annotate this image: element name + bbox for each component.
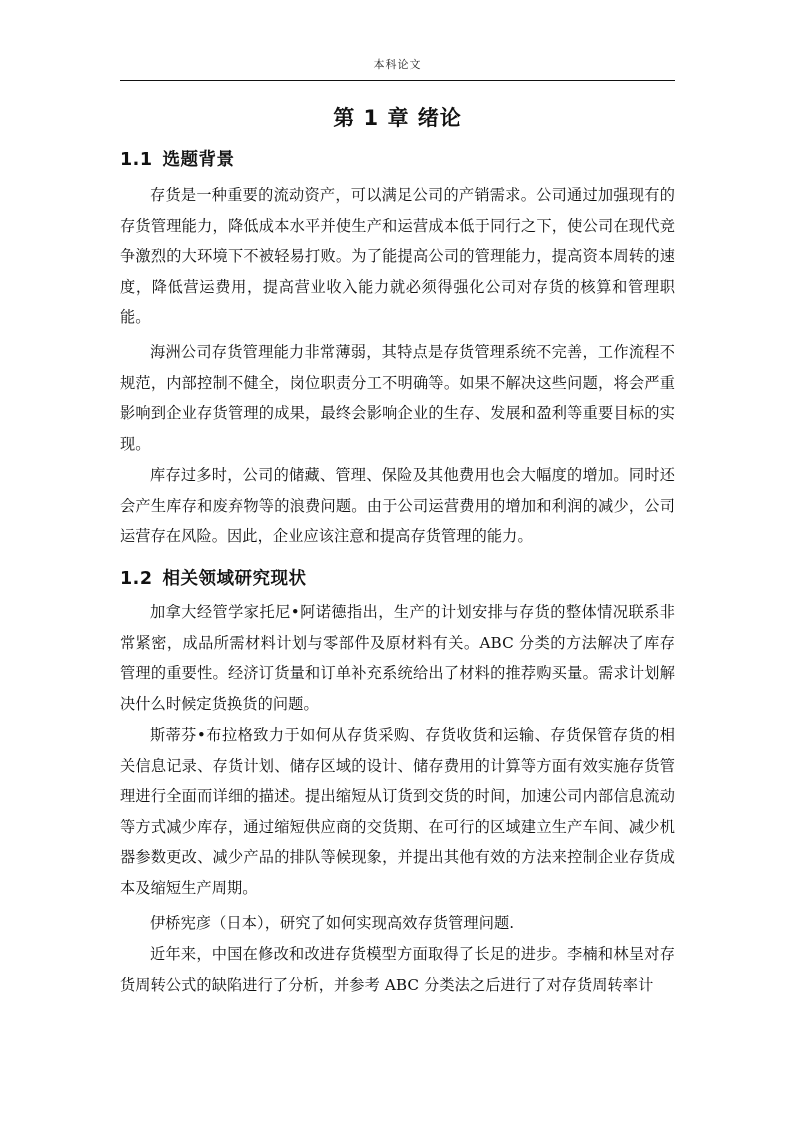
section-number: 1.2 <box>120 569 153 589</box>
paragraph: 加拿大经管学家托尼•阿诺德指出，生产的计划安排与存货的整体情况联系非常紧密，成品所需材料计划与零部件及原材料有关。ABC 分类的方法解决了库存管理的重要性。经济订货量和订单补充系统给出了材料的推荐购买量。需求计划解决什么时候定货换货的问题。 <box>120 603 675 713</box>
section-heading-1-1 <box>120 146 235 171</box>
paragraph: 海洲公司存货管理能力非常薄弱，其特点是存货管理系统不完善，工作流程不规范，内部控制不健全，岗位职责分工不明确等。如果不解决这些问题，将会严重影响到企业存货管理的成果，最终会影响企业的生存、发展和盈利等重要目标的实现。 <box>120 343 675 453</box>
section-title: 选题背景 <box>162 150 235 170</box>
section-number: 1.1 <box>120 150 153 170</box>
chapter-title: 第 1 章 绪论 <box>333 106 462 130</box>
paragraph: 斯蒂芬•布拉格致力于如何从存货采购、存货收货和运输、存货保管存货的相关信息记录、存货计划、储存区域的设计、储存费用的计算等方面有效实施存货管理进行全面而详细的描述。提出缩短从订货到交货的时间，加速公司内部信息流动等方式减少库存，通过缩短供应商的交货期、在可行的区域建立生产车间、减少机器参数更改、减少产品的排队等候现象，并提出其他有效的方法来控制企业存货成本及缩短生产周期。 <box>120 726 675 897</box>
section-title: 相关领域研究现状 <box>162 569 307 589</box>
running-header: 本科论文 <box>373 58 422 71</box>
paragraph: 库存过多时，公司的储藏、管理、保险及其他费用也会大幅度的增加。同时还会产生库存和废弃物等的浪费问题。由于公司运营费用的增加和利润的减少，公司运营存在风险。因此，企业应该注意和提高存货管理的能力。 <box>120 466 675 545</box>
paragraph: 存货是一种重要的流动资产，可以满足公司的产销需求。公司通过加强现有的存货管理能力，降低成本水平并使生产和运营成本低于同行之下，使公司在现代竞争激烈的大环境下不被轻易打败。为了能提高公司的管理能力，提高资本周转的速度，降低营运费用，提高营业收入能力就必须得强化公司对存货的核算和管理职能。 <box>120 186 675 326</box>
paragraph: 伊桥宪彦（日本），研究了如何实现高效存货管理问题. <box>150 914 515 932</box>
section-heading-1-2 <box>120 565 307 590</box>
paragraph: 近年来，中国在修改和改进存货模型方面取得了长足的进步。李楠和林呈对存货周转公式的缺陷进行了分析，并参考 ABC 分类法之后进行了对存货周转率计 <box>120 945 675 994</box>
header-rule <box>120 80 675 81</box>
